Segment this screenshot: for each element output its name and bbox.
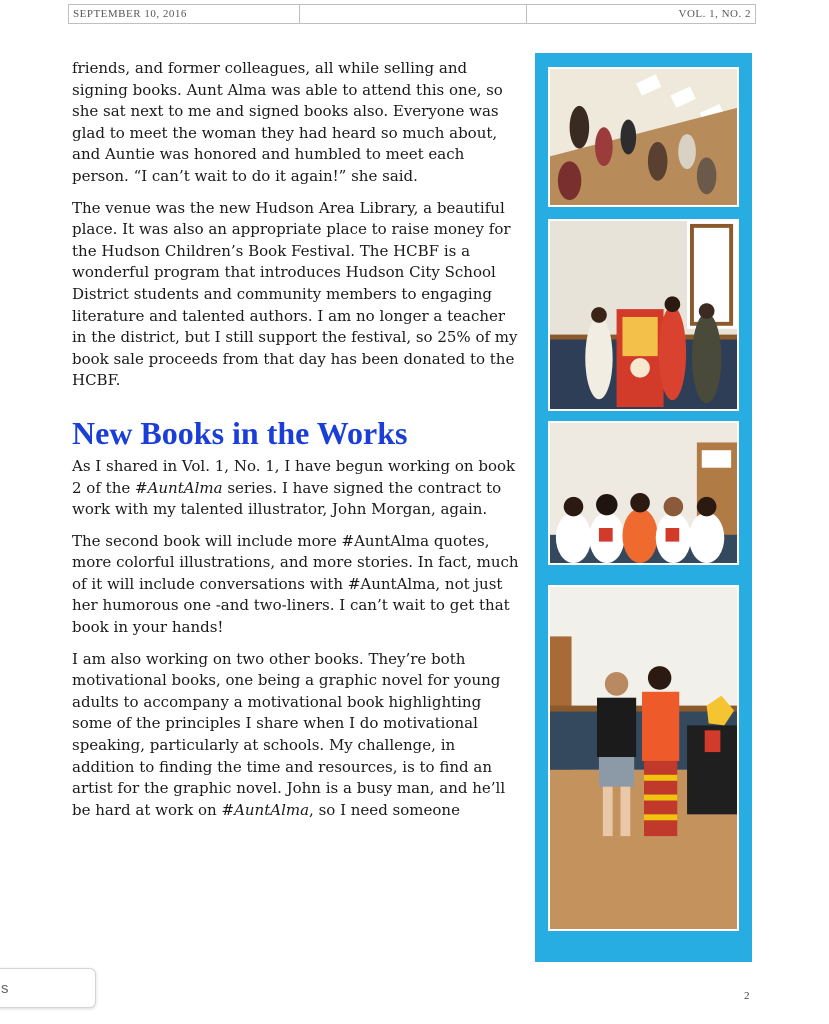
header-middle (300, 5, 527, 23)
header-date: SEPTEMBER 10, 2016 (69, 5, 300, 23)
banner-group-photo (548, 219, 739, 411)
newsletter-header (68, 4, 756, 24)
paragraph-3: As I shared in Vol. 1, No. 1, I have begun working on book 2 of the #AuntAlma series. I have signed the contract to work with my talented illustrator, John Morgan, again. (72, 456, 516, 519)
section-heading: New Books in the Works (72, 414, 408, 451)
page-number: 2 (744, 990, 750, 1002)
paragraph-4: The second book will include more #AuntAlma quotes, more colorful illustrations, and more stories. In fact, much of it will include conversations with #AuntAlma, not just her humorous one -and two-liners. I can’t wait to get that book in your hands! (72, 531, 519, 637)
header-volume: VOL. 1, NO. 2 (678, 8, 751, 20)
paragraph-2: The venue was the new Hudson Area Library, a beautiful place. It was also an appropriate place to raise money for the Hudson Children’s Book Festival. The HCBF is a wonderful program that introduces Hudson City School District students and community members to engaging literature and talented authors. I am no longer a teacher in the district, but I still support the festival, so 25% of my book sale proceeds from that day has been donated to the HCBF. (72, 198, 518, 390)
photo-sidebar (535, 53, 752, 962)
event-crowd-photo (548, 67, 739, 207)
search-chip-text: s (1, 979, 9, 997)
hashtag-auntalma: #AuntAlma (221, 800, 310, 819)
group-tshirts-photo (548, 421, 739, 565)
two-women-photo (548, 585, 739, 931)
paragraph-1: friends, and former colleagues, all while selling and signing books. Aunt Alma was able to attend this one, so she sat next to me and signed books also. Everyone was glad to meet the woman they had heard so much about, and Auntie was honored and humbled to meet each person. “I can’t wait to do it again!” she said. (72, 59, 503, 185)
article-column (72, 58, 522, 831)
hashtag-auntalma: #AuntAlma (135, 478, 223, 497)
search-chip[interactable] (0, 968, 96, 1008)
paragraph-5: I am also working on two other books. They’re both motivational books, one being a graphic novel for young adults to accompany a motivational book highlighting some of the principles I share when I do motivational speaking, particularly at schools. My challenge, in addition to finding the time and resources, is to find an artist for the graphic novel. John is a busy man, and he’ll be hard at work on #AuntAlma, so I need someone (72, 649, 506, 819)
